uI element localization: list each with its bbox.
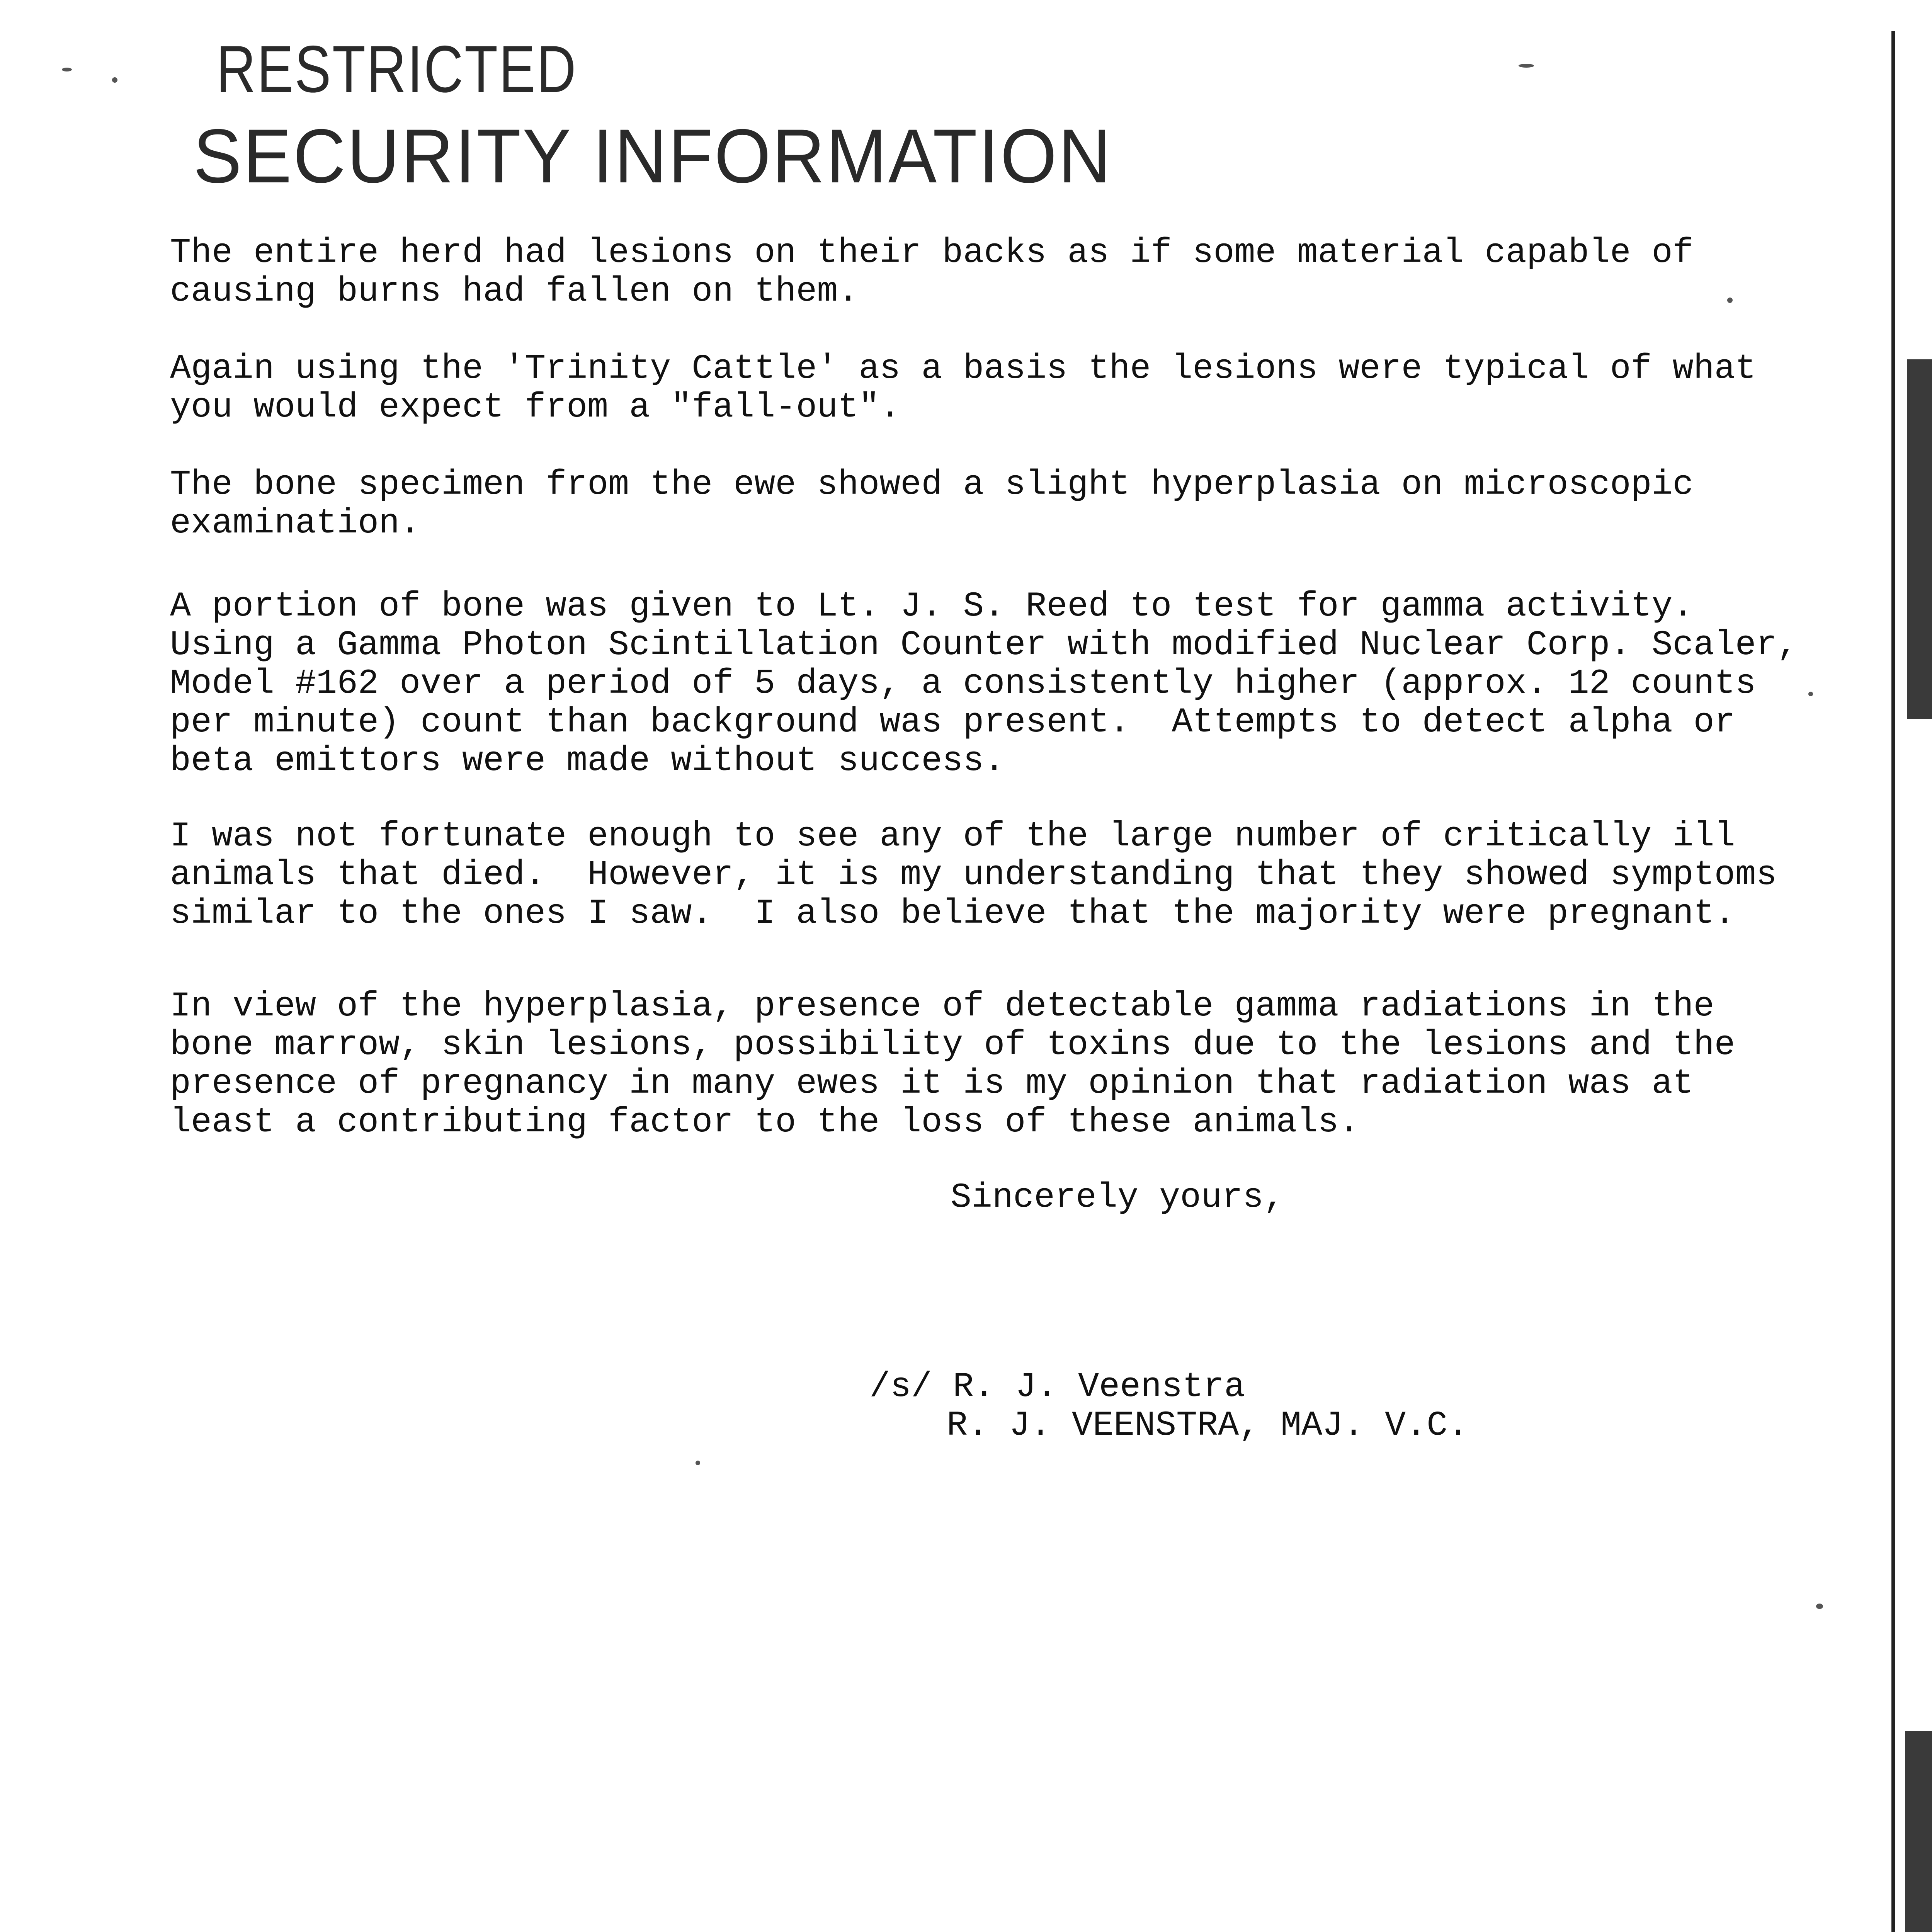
paragraph-bone-specimen [170, 466, 1716, 543]
text-line: A portion of bone was given to Lt. J. S. Reed to test for gamma activity. [170, 587, 1694, 626]
scan-speck [1816, 1604, 1823, 1609]
scan-edge-artifact [1907, 359, 1932, 719]
scan-edge-artifact [1905, 1731, 1932, 1932]
text-line: similar to the ones I saw. I also believe that the majority were pregnant. [170, 894, 1735, 934]
text-line: you would expect from a "fall-out". [170, 388, 901, 427]
text-line: Using a Gamma Photon Scintillation Counter with modified Nuclear Corp. Scaler, [170, 626, 1798, 665]
text-line: I was not fortunate enough to see any of the large number of critically ill [170, 817, 1735, 856]
text-line: beta emittors were made without success. [170, 742, 1005, 781]
text-line: examination. [170, 504, 421, 543]
text-line: The bone specimen from the ewe showed a slight hyperplasia on microscopic [170, 465, 1694, 505]
scan-speck [62, 68, 72, 71]
closing-salutation: Sincerely yours, [951, 1178, 1285, 1218]
text-line: Model #162 over a period of 5 days, a consistently higher (approx. 12 counts [170, 664, 1756, 704]
paragraph-herd-lesions [170, 234, 1716, 311]
signatory-name-title: R. J. VEENSTRA, MAJ. V.C. [947, 1406, 1469, 1446]
text-line: presence of pregnancy in many ewes it is my opinion that radiation was at [170, 1064, 1694, 1104]
scan-speck [696, 1461, 700, 1465]
text-line: In view of the hyperplasia, presence of detectable gamma radiations in the [170, 987, 1714, 1026]
text-line: bone marrow, skin lesions, possibility of toxins due to the lesions and the [170, 1026, 1735, 1065]
restricted-stamp-top: RESTRICTED [216, 32, 577, 106]
text-line: least a contributing factor to the loss of these animals. [170, 1103, 1360, 1142]
text-line: The entire herd had lesions on their backs as if some material capable of [170, 233, 1694, 273]
scan-speck [1808, 692, 1813, 696]
paragraph-trinity-cattle [170, 349, 1756, 427]
text-line: per minute) count than background was present. Attempts to detect alpha or [170, 703, 1735, 742]
signature-line: /s/ R. J. Veenstra [869, 1367, 1245, 1407]
scan-speck [1727, 298, 1733, 303]
text-line: Again using the 'Trinity Cattle' as a basis the lesions were typical of what [170, 349, 1756, 389]
paragraph-conclusion [170, 987, 1735, 1142]
security-information-stamp: SECURITY INFORMATION [193, 113, 1112, 199]
scan-speck [112, 77, 117, 83]
text-line: causing burns had fallen on them. [170, 272, 859, 311]
scan-speck [1519, 64, 1534, 68]
scan-edge-line [1891, 31, 1895, 1932]
paragraph-gamma-test [170, 587, 1798, 781]
text-line: animals that died. However, it is my understanding that they showed symptoms [170, 855, 1777, 895]
paragraph-critically-ill-animals [170, 817, 1777, 934]
